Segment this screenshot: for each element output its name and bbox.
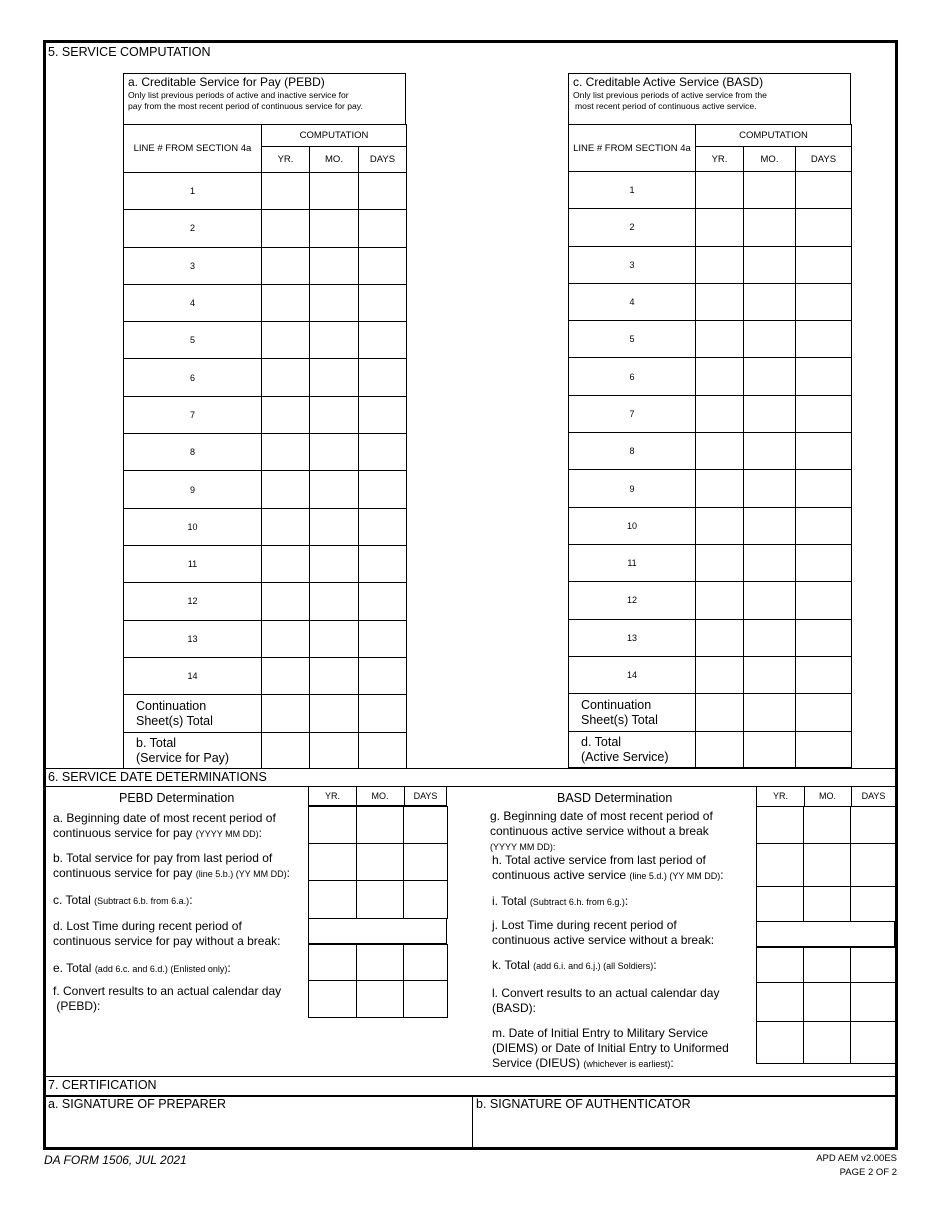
basd-m-mo-field[interactable] <box>803 1021 851 1064</box>
basd-note-1: Only list previous periods of active service from the <box>573 90 767 100</box>
basd-h-mo-field[interactable] <box>803 843 851 887</box>
pebd-yr-field[interactable] <box>262 359 310 396</box>
pebd-line-f: f. Convert results to an actual calendar day (PEBD): <box>53 984 282 1013</box>
pebd-determination-heading: PEBD Determination <box>119 791 235 805</box>
basd-line-number: 12 <box>569 582 696 619</box>
pebd-det-yr-header: YR. <box>309 787 357 805</box>
pebd-yr-field[interactable] <box>262 657 310 694</box>
pebd-det-days-header: DAYS <box>413 791 438 801</box>
basd-k-mo-field[interactable] <box>803 947 851 983</box>
pebd-row <box>124 247 407 284</box>
pebd-c-mo-field[interactable] <box>356 880 404 919</box>
basd-mo-field[interactable] <box>744 246 796 283</box>
pebd-det-mo-header: MO. <box>356 787 405 805</box>
basd-l-mo-field[interactable] <box>803 982 851 1022</box>
pebd-line-number: 14 <box>124 657 262 694</box>
pebd-mo-field[interactable] <box>310 173 359 210</box>
pebd-line-a: a. Beginning date of most recent period of continuous service for pay (YYYY MM DD): <box>53 811 276 840</box>
pebd-e-days-field[interactable] <box>403 944 448 981</box>
pebd-yr-field[interactable] <box>262 583 310 620</box>
pebd-days-field[interactable] <box>359 434 407 471</box>
pebd-row <box>124 508 407 545</box>
pebd-yr-header: YR. <box>262 147 310 173</box>
pebd-cont-days-field[interactable] <box>359 695 407 733</box>
basd-line-l: l. Convert results to an actual calendar day (BASD): <box>492 986 720 1015</box>
pebd-days-field[interactable] <box>359 396 407 433</box>
pebd-yr-field[interactable] <box>262 434 310 471</box>
basd-g-mo-field[interactable] <box>803 806 851 844</box>
pebd-cont-yr-field[interactable] <box>262 695 310 733</box>
pebd-mo-field[interactable] <box>310 434 359 471</box>
pebd-a-mo-field[interactable] <box>356 806 404 844</box>
pebd-line-number: 10 <box>124 508 262 545</box>
basd-m-days-field[interactable] <box>850 1021 896 1064</box>
pebd-row <box>124 173 407 210</box>
basd-days-field[interactable] <box>796 283 852 320</box>
basd-line-k: k. Total (add 6.i. and 6.j.) (all Soldiers): <box>492 958 657 972</box>
basd-mo-field[interactable] <box>744 470 796 507</box>
pebd-line-number: 12 <box>124 583 262 620</box>
pebd-header-box <box>123 73 406 125</box>
authenticator-signature-field[interactable] <box>473 1097 895 1147</box>
basd-line-m: m. Date of Initial Entry to Military Service (DIEMS) or Date of Initial Entry to Uniformed Service (DIEUS) (whichever is earliest): <box>492 1026 729 1070</box>
basd-line-number: 9 <box>569 470 696 507</box>
pebd-yr-field[interactable] <box>262 508 310 545</box>
section7-top-rule <box>45 1076 896 1077</box>
basd-det-yr-header: YR. <box>757 787 805 806</box>
pebd-line-number: 7 <box>124 396 262 433</box>
basd-line-number: 7 <box>569 395 696 432</box>
pebd-f-days-field[interactable] <box>403 980 448 1018</box>
pebd-mo-field[interactable] <box>310 247 359 284</box>
pebd-line-number: 4 <box>124 284 262 321</box>
pebd-yr-field[interactable] <box>262 210 310 247</box>
pebd-line-c: c. Total (Subtract 6.b. from 6.a.): <box>53 893 193 907</box>
basd-l-days-field[interactable] <box>850 982 896 1022</box>
basd-days-field[interactable] <box>796 246 852 283</box>
pebd-b-days-field[interactable] <box>403 843 448 881</box>
basd-line-number: 1 <box>569 172 696 209</box>
basd-title: c. Creditable Active Service (BASD) <box>573 75 764 89</box>
basd-line-number: 4 <box>569 283 696 320</box>
pebd-yr-field[interactable] <box>262 247 310 284</box>
pebd-note-1: Only list previous periods of active and inactive service for <box>128 90 349 100</box>
pebd-row <box>124 545 407 582</box>
basd-days-field[interactable] <box>796 321 852 358</box>
basd-l-yr-field[interactable] <box>756 982 804 1022</box>
pebd-row <box>124 471 407 508</box>
section5-title: 5. SERVICE COMPUTATION <box>48 45 211 59</box>
basd-row <box>569 433 852 470</box>
preparer-signature-field[interactable] <box>46 1097 472 1147</box>
basd-row <box>569 209 852 246</box>
basd-mo-field[interactable] <box>744 544 796 581</box>
basd-h-days-field[interactable] <box>850 843 896 887</box>
basd-cont-yr-field[interactable] <box>696 694 744 732</box>
pebd-f-yr-field[interactable] <box>308 980 357 1018</box>
basd-mo-field[interactable] <box>744 656 796 693</box>
basd-mo-field[interactable] <box>744 172 796 209</box>
pebd-f-mo-field[interactable] <box>356 980 404 1018</box>
basd-yr-field[interactable] <box>696 321 744 358</box>
basd-g-days-field[interactable] <box>850 806 896 844</box>
basd-cont-mo-field[interactable] <box>744 694 796 732</box>
pebd-yr-field[interactable] <box>262 322 310 359</box>
pebd-yr-field[interactable] <box>262 545 310 582</box>
pebd-line-number: 2 <box>124 210 262 247</box>
basd-line-number: 6 <box>569 358 696 395</box>
basd-yr-field[interactable] <box>696 582 744 619</box>
basd-line-j: j. Lost Time during recent period of continuous active service without a break: <box>492 918 715 947</box>
basd-days-field[interactable] <box>796 358 852 395</box>
pebd-mo-field[interactable] <box>310 284 359 321</box>
basd-yr-field[interactable] <box>696 358 744 395</box>
pebd-days-field[interactable] <box>359 322 407 359</box>
basd-row <box>569 358 852 395</box>
basd-total-days-field[interactable] <box>796 732 852 768</box>
basd-yr-field[interactable] <box>696 172 744 209</box>
basd-days-field[interactable] <box>796 470 852 507</box>
pebd-days-field[interactable] <box>359 471 407 508</box>
pebd-e-mo-field[interactable] <box>356 944 404 981</box>
pebd-line-number: 5 <box>124 322 262 359</box>
pebd-line-number: 9 <box>124 471 262 508</box>
basd-mo-field[interactable] <box>744 358 796 395</box>
pebd-line-number: 6 <box>124 359 262 396</box>
basd-days-field[interactable] <box>796 395 852 432</box>
basd-mo-field[interactable] <box>744 433 796 470</box>
pebd-b-mo-field[interactable] <box>356 843 404 881</box>
basd-mo-field[interactable] <box>744 582 796 619</box>
basd-row <box>569 619 852 656</box>
pebd-row <box>124 359 407 396</box>
basd-line-number: 11 <box>569 544 696 581</box>
basd-days-field[interactable] <box>796 507 852 544</box>
pebd-row <box>124 322 407 359</box>
pebd-days-field[interactable] <box>359 359 407 396</box>
basd-total-mo-field[interactable] <box>744 732 796 768</box>
basd-mo-field[interactable] <box>744 283 796 320</box>
basd-line-number: 8 <box>569 433 696 470</box>
basd-row <box>569 656 852 693</box>
basd-row <box>569 321 852 358</box>
basd-h-yr-field[interactable] <box>756 843 804 887</box>
basd-k-yr-field[interactable] <box>756 947 804 983</box>
pebd-line-number: 8 <box>124 434 262 471</box>
pebd-days-field[interactable] <box>359 657 407 694</box>
basd-row <box>569 246 852 283</box>
basd-yr-field[interactable] <box>696 470 744 507</box>
basd-line-number: 2 <box>569 209 696 246</box>
basd-days-field[interactable] <box>796 209 852 246</box>
pebd-days-field[interactable] <box>359 210 407 247</box>
basd-row <box>569 395 852 432</box>
basd-yr-field[interactable] <box>696 544 744 581</box>
basd-note-2: most recent period of continuous active service. <box>575 101 757 111</box>
pebd-days-field[interactable] <box>359 247 407 284</box>
basd-yr-field[interactable] <box>696 507 744 544</box>
page-number: PAGE 2 OF 2 <box>839 1167 897 1178</box>
pebd-days-field[interactable] <box>359 545 407 582</box>
pebd-line-number: 3 <box>124 247 262 284</box>
pebd-days-field[interactable] <box>359 173 407 210</box>
basd-days-header: DAYS <box>796 147 852 172</box>
section6-top-rule <box>45 768 896 769</box>
form-version: APD AEM v2.00ES <box>816 1153 897 1164</box>
basd-days-field[interactable] <box>796 656 852 693</box>
preparer-signature-label: a. SIGNATURE OF PREPARER <box>48 1097 227 1111</box>
basd-det-mo-header: MO. <box>804 787 852 806</box>
basd-row <box>569 172 852 209</box>
pebd-b-yr-field[interactable] <box>308 843 357 881</box>
pebd-line-b: b. Total service for pay from last period of continuous service for pay (line 5.b.) (YY MM DD): <box>53 851 290 880</box>
basd-line-h: h. Total active service from last period of continuous active service (line 5.d.) (YY MM DD): <box>492 853 724 882</box>
pebd-line-number: 13 <box>124 620 262 657</box>
pebd-mo-header: MO. <box>310 147 359 173</box>
basd-det-days-header: DAYS <box>861 791 886 801</box>
pebd-yr-field[interactable] <box>262 396 310 433</box>
pebd-title: a. Creditable Service for Pay (PEBD) <box>128 75 325 89</box>
pebd-mo-field[interactable] <box>310 396 359 433</box>
basd-table <box>568 124 852 768</box>
basd-days-field[interactable] <box>796 582 852 619</box>
pebd-total-days-field[interactable] <box>359 733 407 769</box>
pebd-continuation-label: Continuation Sheet(s) Total <box>124 695 262 733</box>
pebd-row <box>124 620 407 657</box>
basd-m-yr-field[interactable] <box>756 1021 804 1064</box>
basd-determination-heading: BASD Determination <box>557 791 673 805</box>
basd-k-days-field[interactable] <box>850 947 896 983</box>
pebd-mo-field[interactable] <box>310 508 359 545</box>
pebd-mo-field[interactable] <box>310 359 359 396</box>
pebd-note-2: pay from the most recent period of continuous service for pay. <box>128 101 363 111</box>
basd-yr-field[interactable] <box>696 619 744 656</box>
basd-header-box <box>568 73 851 125</box>
pebd-mo-field[interactable] <box>310 657 359 694</box>
basd-line-i: i. Total (Subtract 6.h. from 6.g.): <box>492 894 629 908</box>
basd-line-header: LINE # FROM SECTION 4a <box>569 125 696 172</box>
basd-j-field[interactable] <box>756 921 895 947</box>
pebd-row <box>124 657 407 694</box>
pebd-yr-field[interactable] <box>262 284 310 321</box>
pebd-line-number: 11 <box>124 545 262 582</box>
pebd-line-e: e. Total (add 6.c. and 6.d.) (Enlisted only): <box>53 961 231 975</box>
pebd-line-header: LINE # FROM SECTION 4a <box>124 125 262 173</box>
basd-computation-header: COMPUTATION <box>696 125 852 147</box>
pebd-mo-field[interactable] <box>310 471 359 508</box>
basd-line-number: 5 <box>569 321 696 358</box>
pebd-mo-field[interactable] <box>310 322 359 359</box>
basd-total-label: d. Total (Active Service) <box>569 732 696 768</box>
pebd-c-days-field[interactable] <box>403 880 448 919</box>
basd-g-yr-field[interactable] <box>756 806 804 844</box>
basd-yr-field[interactable] <box>696 433 744 470</box>
basd-mo-field[interactable] <box>744 507 796 544</box>
pebd-days-field[interactable] <box>359 284 407 321</box>
basd-row <box>569 283 852 320</box>
basd-yr-header: YR. <box>696 147 744 172</box>
basd-line-number: 13 <box>569 619 696 656</box>
pebd-e-yr-field[interactable] <box>308 944 357 981</box>
pebd-computation-header: COMPUTATION <box>262 125 407 147</box>
basd-yr-field[interactable] <box>696 395 744 432</box>
basd-yr-field[interactable] <box>696 246 744 283</box>
basd-yr-field[interactable] <box>696 656 744 693</box>
basd-days-field[interactable] <box>796 619 852 656</box>
pebd-yr-field[interactable] <box>262 620 310 657</box>
basd-line-number: 10 <box>569 507 696 544</box>
basd-yr-field[interactable] <box>696 209 744 246</box>
pebd-total-yr-field[interactable] <box>262 733 310 769</box>
pebd-line-number: 1 <box>124 173 262 210</box>
authenticator-signature-label: b. SIGNATURE OF AUTHENTICATOR <box>476 1097 691 1111</box>
pebd-total-mo-field[interactable] <box>310 733 359 769</box>
pebd-yr-field[interactable] <box>262 471 310 508</box>
pebd-mo-field[interactable] <box>310 210 359 247</box>
pebd-row <box>124 396 407 433</box>
basd-mo-field[interactable] <box>744 321 796 358</box>
pebd-row <box>124 210 407 247</box>
basd-line-number: 3 <box>569 246 696 283</box>
basd-days-field[interactable] <box>796 544 852 581</box>
pebd-table <box>123 124 407 769</box>
pebd-a-yr-field[interactable] <box>308 806 357 844</box>
basd-row <box>569 507 852 544</box>
pebd-det-col-header <box>308 787 447 806</box>
pebd-days-field[interactable] <box>359 583 407 620</box>
basd-total-yr-field[interactable] <box>696 732 744 768</box>
basd-line-number: 14 <box>569 656 696 693</box>
pebd-a-days-field[interactable] <box>403 806 448 844</box>
form-number: DA FORM 1506, JUL 2021 <box>44 1153 187 1167</box>
basd-mo-field[interactable] <box>744 209 796 246</box>
basd-i-yr-field[interactable] <box>756 886 804 922</box>
pebd-c-yr-field[interactable] <box>308 880 357 919</box>
pebd-mo-field[interactable] <box>310 583 359 620</box>
basd-mo-field[interactable] <box>744 395 796 432</box>
basd-row <box>569 544 852 581</box>
section6-title: 6. SERVICE DATE DETERMINATIONS <box>48 770 267 784</box>
pebd-cont-mo-field[interactable] <box>310 695 359 733</box>
basd-continuation-label: Continuation Sheet(s) Total <box>569 694 696 732</box>
pebd-line-d: d. Lost Time during recent period of continuous service for pay without a break: <box>53 919 281 948</box>
basd-mo-header: MO. <box>744 147 796 172</box>
pebd-d-field[interactable] <box>308 918 447 944</box>
basd-days-field[interactable] <box>796 433 852 470</box>
pebd-days-header: DAYS <box>359 147 407 173</box>
basd-row <box>569 582 852 619</box>
pebd-row <box>124 284 407 321</box>
pebd-yr-field[interactable] <box>262 173 310 210</box>
basd-i-mo-field[interactable] <box>803 886 851 922</box>
basd-yr-field[interactable] <box>696 283 744 320</box>
basd-cont-days-field[interactable] <box>796 694 852 732</box>
basd-row <box>569 470 852 507</box>
pebd-days-field[interactable] <box>359 620 407 657</box>
pebd-mo-field[interactable] <box>310 545 359 582</box>
pebd-mo-field[interactable] <box>310 620 359 657</box>
pebd-total-label: b. Total (Service for Pay) <box>124 733 262 769</box>
basd-days-field[interactable] <box>796 172 852 209</box>
basd-mo-field[interactable] <box>744 619 796 656</box>
basd-line-g: g. Beginning date of most recent period of continuous active service without a break (YYYY MM DD): <box>490 809 713 852</box>
basd-det-col-header <box>756 787 896 807</box>
pebd-row <box>124 434 407 471</box>
basd-i-days-field[interactable] <box>850 886 896 922</box>
pebd-days-field[interactable] <box>359 508 407 545</box>
pebd-row <box>124 583 407 620</box>
section7-title: 7. CERTIFICATION <box>48 1078 157 1092</box>
